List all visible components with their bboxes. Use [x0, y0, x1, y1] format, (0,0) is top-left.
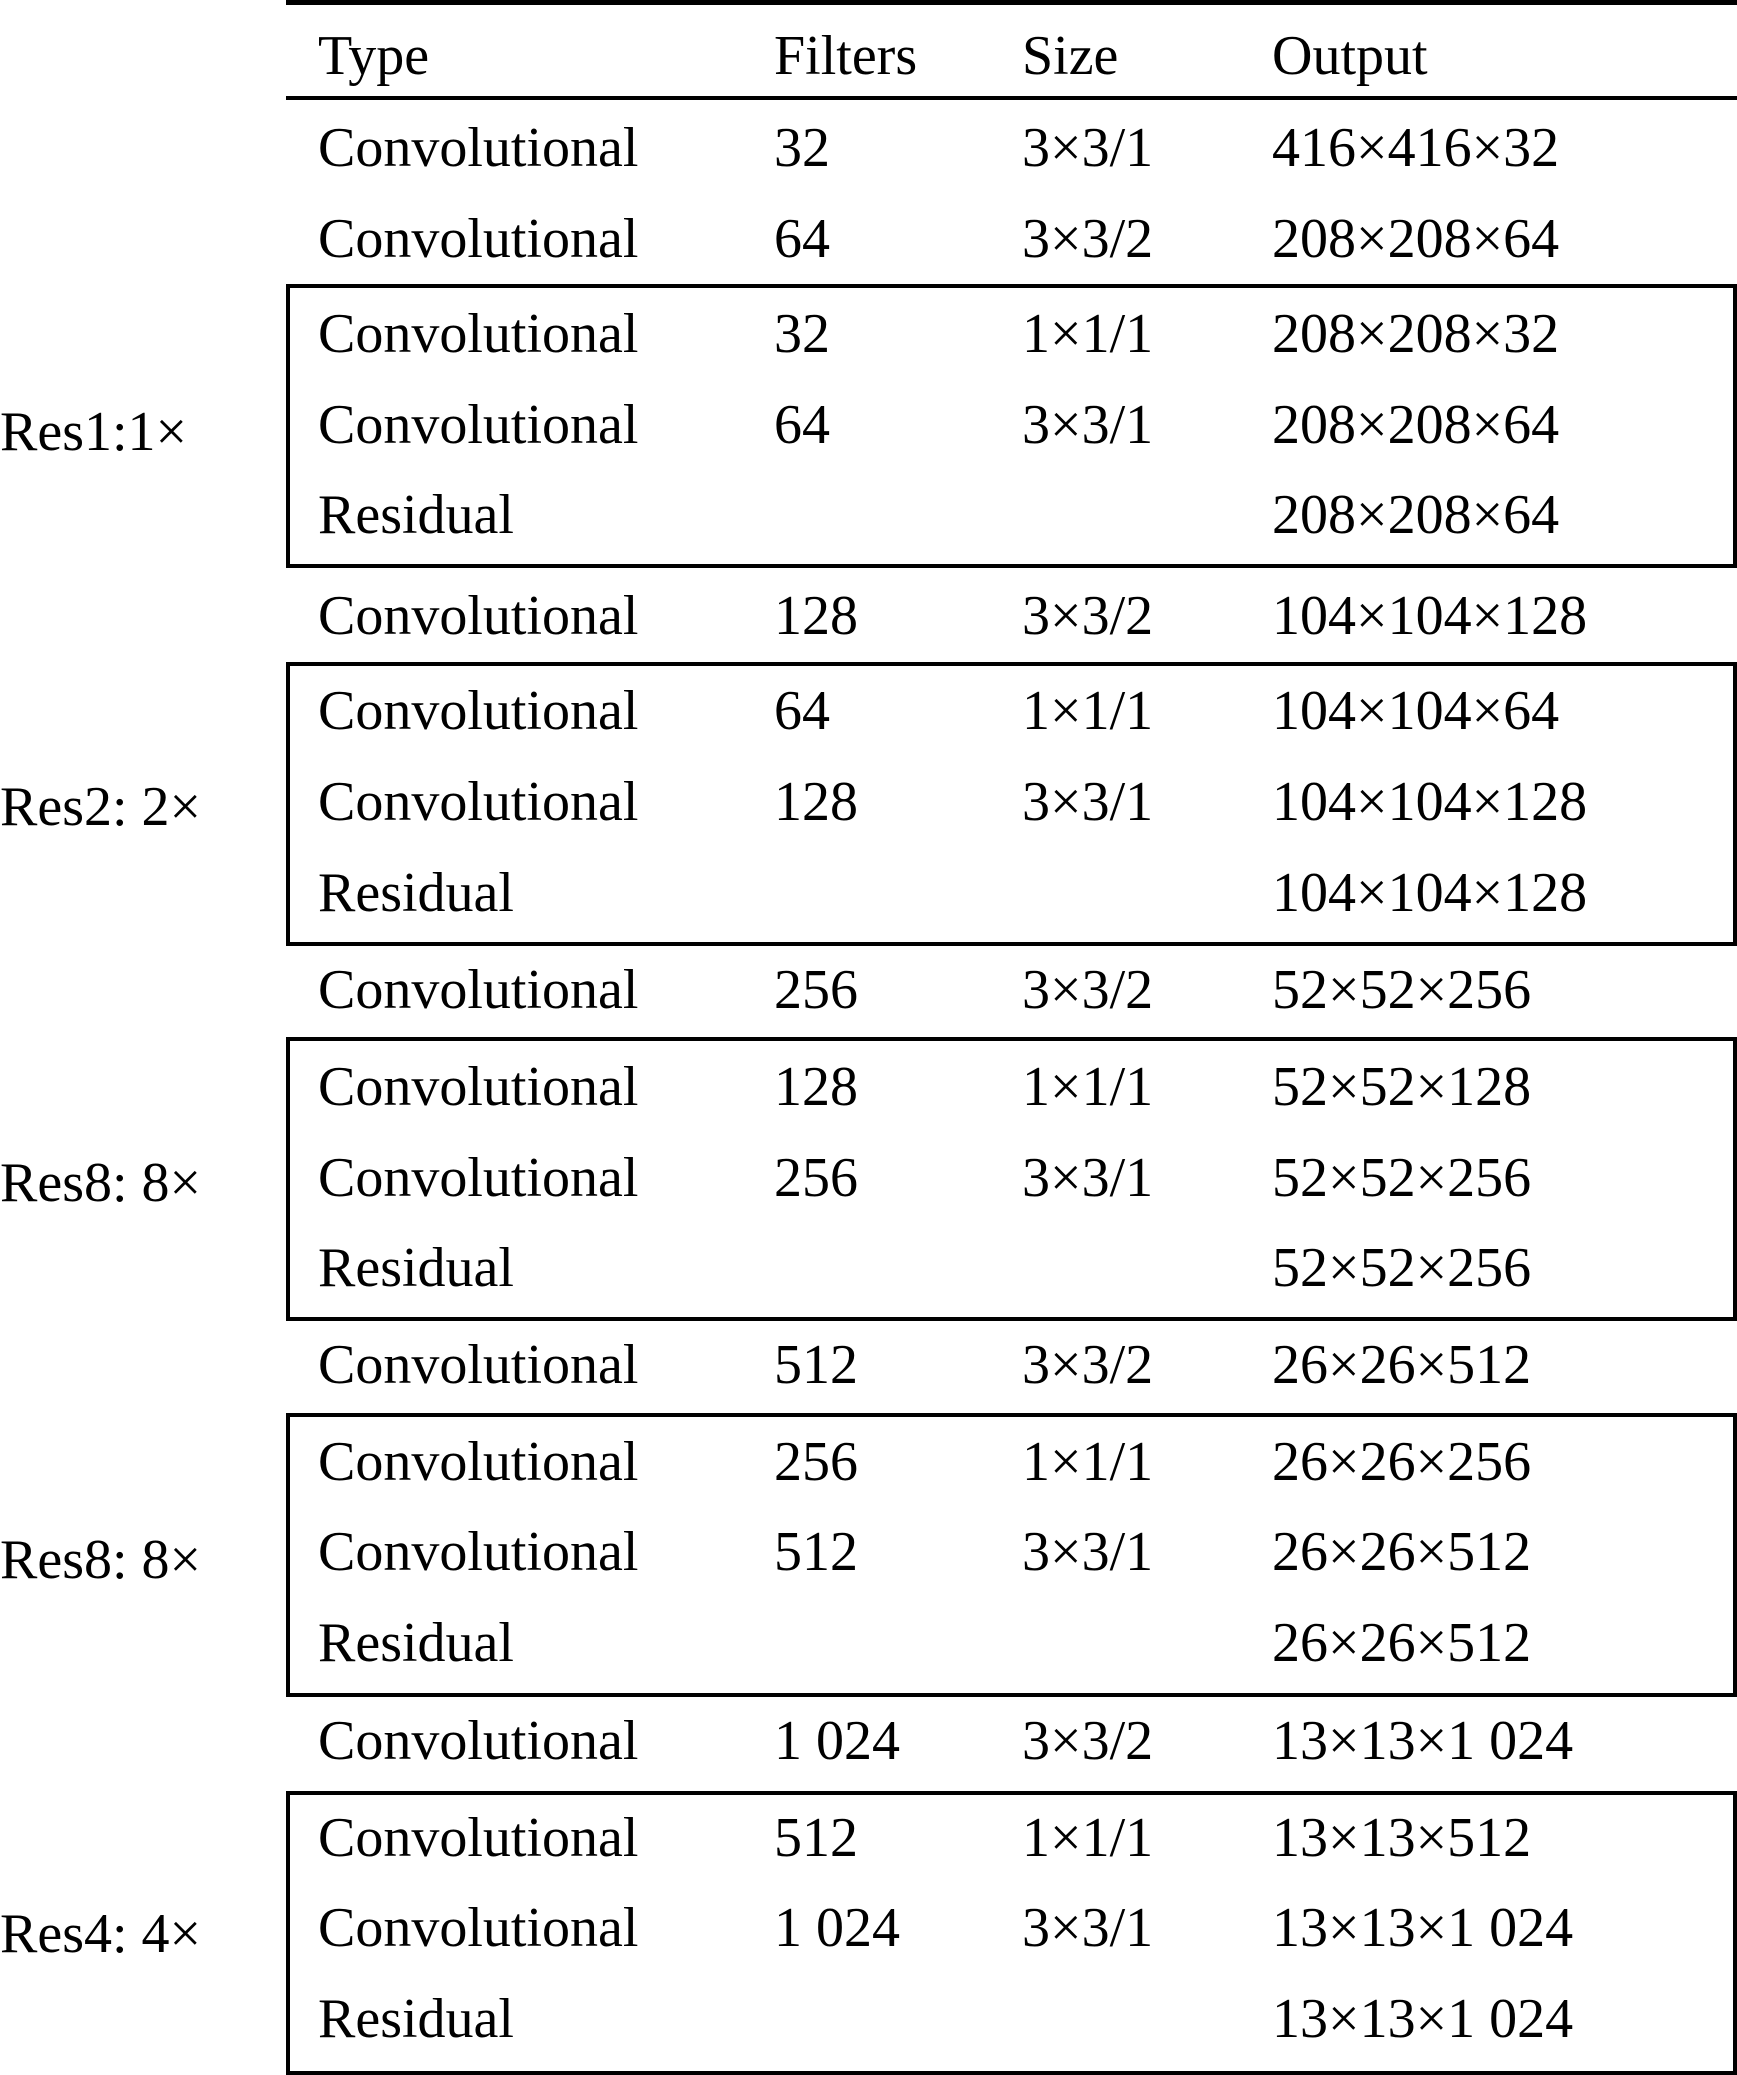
cell-type: Convolutional — [318, 1056, 639, 1118]
cell-size: 3×3/2 — [1022, 959, 1154, 1021]
cell-output: 13×13×512 — [1272, 1807, 1532, 1869]
cell-type: Residual — [318, 1988, 514, 2050]
cell-type: Convolutional — [318, 1897, 639, 1959]
cell-type: Residual — [318, 484, 514, 546]
cell-output: 52×52×256 — [1272, 1237, 1532, 1299]
cell-filters: 64 — [774, 394, 830, 456]
cell-filters: 64 — [774, 680, 830, 742]
residual-group-box — [286, 1413, 1737, 1697]
residual-group-label: Res8: 8× — [0, 1152, 202, 1214]
cell-size: 3×3/1 — [1022, 1147, 1154, 1209]
header-filters: Filters — [774, 25, 918, 87]
cell-filters: 32 — [774, 117, 830, 179]
cell-type: Convolutional — [318, 303, 639, 365]
residual-group-label: Res4: 4× — [0, 1903, 202, 1965]
cell-type: Convolutional — [318, 585, 639, 647]
cell-output: 26×26×512 — [1272, 1334, 1532, 1396]
cell-type: Convolutional — [318, 1147, 639, 1209]
cell-output: 104×104×128 — [1272, 585, 1588, 647]
cell-size: 3×3/2 — [1022, 1710, 1154, 1772]
cell-filters: 32 — [774, 303, 830, 365]
cell-output: 52×52×128 — [1272, 1056, 1532, 1118]
residual-group-label: Res1:1× — [0, 401, 188, 463]
cell-size: 3×3/2 — [1022, 1334, 1154, 1396]
cell-type: Convolutional — [318, 1334, 639, 1396]
cell-type: Convolutional — [318, 1807, 639, 1869]
cell-size: 3×3/1 — [1022, 394, 1154, 456]
top-rule — [286, 0, 1737, 5]
cell-filters: 512 — [774, 1334, 858, 1396]
cell-filters: 1 024 — [774, 1710, 900, 1772]
cell-type: Residual — [318, 862, 514, 924]
cell-output: 104×104×64 — [1272, 680, 1560, 742]
cell-type: Convolutional — [318, 208, 639, 270]
cell-filters: 1 024 — [774, 1897, 900, 1959]
cell-size: 3×3/1 — [1022, 1897, 1154, 1959]
residual-group-label: Res8: 8× — [0, 1529, 202, 1591]
cell-size: 3×3/1 — [1022, 1521, 1154, 1583]
cell-filters: 128 — [774, 771, 858, 833]
cell-type: Residual — [318, 1612, 514, 1674]
cell-output: 26×26×256 — [1272, 1431, 1532, 1493]
cell-output: 208×208×64 — [1272, 394, 1560, 456]
cell-output: 52×52×256 — [1272, 959, 1532, 1021]
cell-output: 52×52×256 — [1272, 1147, 1532, 1209]
cell-filters: 512 — [774, 1807, 858, 1869]
cell-size: 3×3/1 — [1022, 771, 1154, 833]
cell-output: 13×13×1 024 — [1272, 1988, 1574, 2050]
header-size: Size — [1022, 25, 1119, 87]
residual-group-box — [286, 1037, 1737, 1321]
cell-size: 3×3/2 — [1022, 585, 1154, 647]
cell-filters: 64 — [774, 208, 830, 270]
cell-type: Convolutional — [318, 117, 639, 179]
cell-size: 1×1/1 — [1022, 1431, 1154, 1493]
cell-filters: 128 — [774, 585, 858, 647]
residual-group-box — [286, 662, 1737, 946]
cell-type: Convolutional — [318, 1521, 639, 1583]
cell-output: 13×13×1 024 — [1272, 1897, 1574, 1959]
residual-group-label: Res2: 2× — [0, 776, 202, 838]
cell-size: 1×1/1 — [1022, 303, 1154, 365]
cell-filters: 512 — [774, 1521, 858, 1583]
residual-group-box — [286, 1791, 1737, 2075]
header-rule — [286, 96, 1737, 100]
cell-filters: 256 — [774, 1147, 858, 1209]
cell-size: 1×1/1 — [1022, 680, 1154, 742]
cell-filters: 256 — [774, 959, 858, 1021]
cell-output: 26×26×512 — [1272, 1612, 1532, 1674]
cell-output: 416×416×32 — [1272, 117, 1560, 179]
cell-output: 208×208×64 — [1272, 208, 1560, 270]
header-type: Type — [318, 25, 430, 87]
cell-type: Convolutional — [318, 771, 639, 833]
cell-size: 1×1/1 — [1022, 1807, 1154, 1869]
cell-type: Convolutional — [318, 959, 639, 1021]
cell-size: 1×1/1 — [1022, 1056, 1154, 1118]
cell-output: 104×104×128 — [1272, 771, 1588, 833]
cell-filters: 256 — [774, 1431, 858, 1493]
cell-type: Convolutional — [318, 680, 639, 742]
cell-type: Convolutional — [318, 394, 639, 456]
cell-output: 26×26×512 — [1272, 1521, 1532, 1583]
cell-output: 13×13×1 024 — [1272, 1710, 1574, 1772]
cell-output: 104×104×128 — [1272, 862, 1588, 924]
cell-output: 208×208×64 — [1272, 484, 1560, 546]
cell-output: 208×208×32 — [1272, 303, 1560, 365]
cell-type: Convolutional — [318, 1710, 639, 1772]
residual-group-box — [286, 284, 1737, 568]
cell-type: Residual — [318, 1237, 514, 1299]
cell-type: Convolutional — [318, 1431, 639, 1493]
cell-size: 3×3/1 — [1022, 117, 1154, 179]
header-output: Output — [1272, 25, 1428, 87]
cell-filters: 128 — [774, 1056, 858, 1118]
cell-size: 3×3/2 — [1022, 208, 1154, 270]
